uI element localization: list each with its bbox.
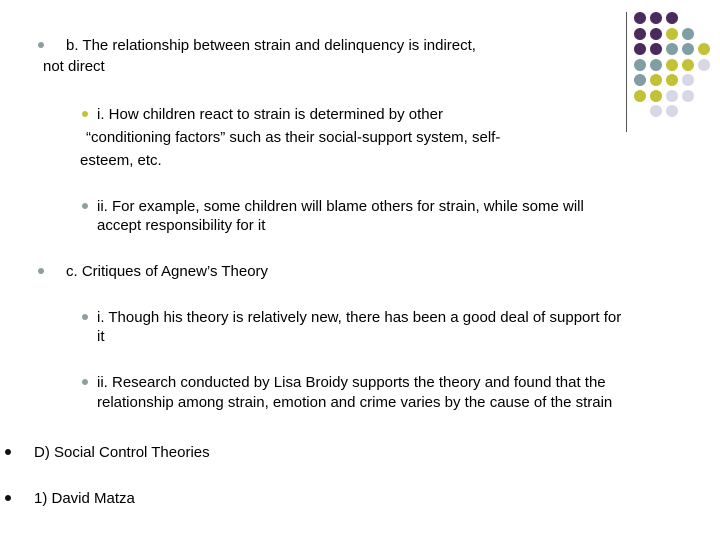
decorative-dot: [634, 74, 646, 86]
bullet-icon: [82, 379, 88, 385]
decorative-dot: [650, 59, 662, 71]
decorative-dot: [650, 43, 662, 55]
bullet-icon: [38, 268, 44, 274]
bullet-icon: [82, 203, 88, 209]
decorative-dot: [666, 74, 678, 86]
list-item-text: relationship among strain, emotion and crime varies by the cause of the strain: [97, 394, 613, 411]
decorative-dot: [650, 74, 662, 86]
list-item-text: ii. For example, some children will blame others for strain, while some will: [97, 198, 584, 215]
decorative-dot: [650, 12, 662, 24]
decorative-dot: [634, 90, 646, 102]
list-item-text: b. The relationship between strain and delinquency is indirect,: [66, 37, 476, 54]
list-item-text: it: [97, 328, 105, 345]
decorative-dot: [666, 28, 678, 40]
decorative-dot: [634, 12, 646, 24]
decorative-dot: [650, 105, 662, 117]
list-item-text: ii. Research conducted by Lisa Broidy supports the theory and found that the: [97, 374, 606, 391]
list-item-text: D) Social Control Theories: [34, 444, 210, 461]
list-item-text: i. How children react to strain is determined by other: [97, 106, 443, 123]
decorative-dot: [634, 59, 646, 71]
list-item-text: 1) David Matza: [34, 490, 135, 507]
decorative-dot: [682, 59, 694, 71]
list-item-text: not direct: [43, 58, 105, 75]
decorative-dot: [666, 105, 678, 117]
bullet-icon: [38, 42, 44, 48]
decorative-dot: [666, 12, 678, 24]
decorative-dot: [666, 43, 678, 55]
bullet-icon: [82, 314, 88, 320]
decorative-dot: [698, 43, 710, 55]
decorative-dot: [682, 74, 694, 86]
decorative-dot: [666, 90, 678, 102]
decorative-dot: [698, 59, 710, 71]
decorative-dot: [682, 28, 694, 40]
list-item-text: c. Critiques of Agnew’s Theory: [66, 263, 269, 280]
decorative-dot: [682, 90, 694, 102]
decorative-dot: [650, 90, 662, 102]
decorative-dot: [634, 28, 646, 40]
decorative-dot: [682, 43, 694, 55]
list-item-text: esteem, etc.: [80, 152, 162, 169]
decorative-dot: [666, 59, 678, 71]
bullet-icon: [5, 449, 11, 455]
list-item-text: i. Though his theory is relatively new, there has been a good deal of support for: [97, 309, 622, 326]
bullet-icon: [5, 495, 11, 501]
decorative-divider-line: [626, 12, 627, 132]
decorative-dot: [634, 43, 646, 55]
list-item-text: accept responsibility for it: [97, 217, 266, 234]
bullet-icon: [82, 111, 88, 117]
decorative-dot: [650, 28, 662, 40]
list-item-text: “conditioning factors” such as their social-support system, self-: [86, 129, 501, 146]
